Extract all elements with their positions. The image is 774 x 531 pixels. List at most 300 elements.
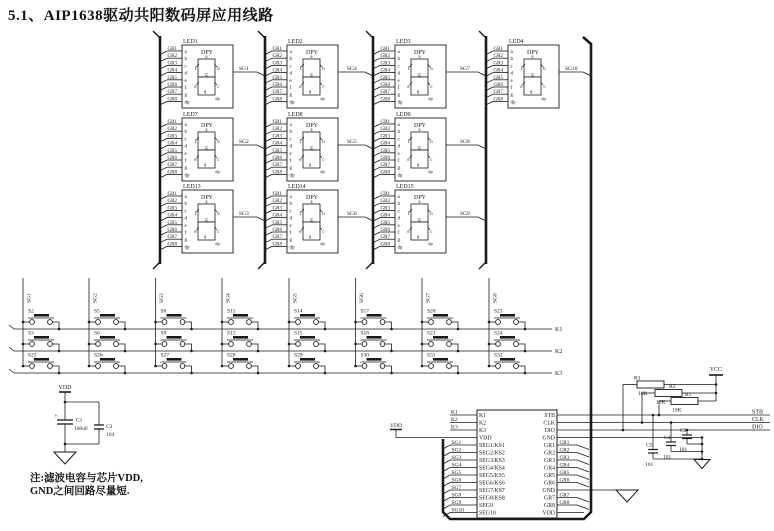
key-col-SG4 <box>221 278 260 374</box>
ic-pin-right: GR1 <box>544 443 555 449</box>
dpy-label: DPY <box>306 50 319 56</box>
svg-text:c: c <box>543 85 546 90</box>
svg-text:g: g <box>531 72 534 78</box>
sg-bus-entry-label: SG5 <box>451 470 462 476</box>
segment-pin-label: c <box>289 209 292 215</box>
gr-net-label: GR4 <box>272 68 282 74</box>
svg-text:dp: dp <box>428 169 433 174</box>
switch-label: S3 <box>28 330 34 337</box>
gr-bus-entry-label: GR2 <box>559 447 570 454</box>
switch-S18 <box>354 331 393 353</box>
sg-net-label: SG4 <box>347 66 357 72</box>
gr-net-label: GR7 <box>272 235 282 241</box>
ic-pin-left: SEG6/KS6 <box>479 480 505 487</box>
segment-pin-label: f <box>289 159 292 164</box>
dpy-label: DPY <box>414 123 427 129</box>
switch-label: S29 <box>294 352 303 359</box>
key-col-SG8 <box>488 278 527 374</box>
segment-pin-label: dp <box>289 173 295 179</box>
key-col-label: SG4 <box>225 293 232 303</box>
gr-bus-entry-label: GR8 <box>559 499 570 506</box>
switch-S29 <box>288 353 327 375</box>
key-col-label: SG8 <box>492 293 499 303</box>
svg-text:dp: dp <box>428 96 433 101</box>
gr-net-label: GR6 <box>380 83 390 88</box>
gr-net-label: GR2 <box>380 199 390 205</box>
svg-text:dp: dp <box>215 96 220 101</box>
svg-text:c: c <box>430 158 433 163</box>
svg-text:b: b <box>430 140 433 145</box>
led-module-LED2 <box>265 39 373 108</box>
gr-net-label: GR1 <box>272 192 282 197</box>
gr-net-label: GR7 <box>272 90 282 96</box>
svg-text:d: d <box>308 235 312 241</box>
led-module-LED14 <box>265 184 373 253</box>
key-col-SG1 <box>22 278 61 374</box>
gr-net-label: GR1 <box>272 47 282 52</box>
svg-text:VDD: VDD <box>390 423 402 429</box>
cap-value: 101 <box>679 447 688 453</box>
gr-net-label: GR5 <box>272 220 282 226</box>
dpy-label: DPY <box>306 123 319 129</box>
svg-text:g: g <box>310 217 313 223</box>
ground-symbol <box>694 460 710 469</box>
ic-pin-right: CLK <box>543 420 555 427</box>
gr-net-label: GR8 <box>493 97 503 103</box>
svg-text:b: b <box>217 140 220 145</box>
svg-text:f: f <box>299 212 302 217</box>
svg-text:f: f <box>407 67 410 72</box>
led-module-label: LED1 <box>183 39 198 45</box>
switch-S15 <box>288 331 327 353</box>
switch-S24 <box>488 331 527 353</box>
filter-note-line1: 注:滤波电容与芯片VDD, <box>30 473 143 484</box>
switch-label: S24 <box>494 330 503 337</box>
segment-pin-label: dp <box>184 173 190 179</box>
svg-text:dp: dp <box>320 169 325 174</box>
ic-pin-left: SEG3/KS3 <box>479 458 505 464</box>
segment-pin-label: a <box>397 50 400 55</box>
gr-net-label: GR3 <box>380 134 390 140</box>
segment-pin-label: e <box>289 78 292 84</box>
key-row-label: K1 <box>555 326 563 333</box>
switch-label: S28 <box>227 352 236 359</box>
led-module-LED4 <box>486 39 591 108</box>
ground-symbol <box>54 452 76 464</box>
switch-S8 <box>154 309 193 331</box>
switch-label: S18 <box>360 330 370 337</box>
gr-net-label: GR4 <box>493 68 503 74</box>
gr-net-label: GR7 <box>167 90 177 96</box>
gr-net-label: GR5 <box>167 220 177 226</box>
led-module-label: LED13 <box>183 184 201 190</box>
segment-pin-label: d <box>184 71 187 77</box>
gr-net-label: GR6 <box>380 156 390 161</box>
gr-net-label: GR4 <box>380 68 390 74</box>
ic-pin-right: STB <box>544 413 555 419</box>
resistor-ref: R2 <box>669 384 676 390</box>
key-col-label: SG3 <box>159 293 165 303</box>
switch-S28 <box>221 353 260 375</box>
segment-pin-label: d <box>289 216 292 222</box>
sg-net-label: SG1 <box>239 66 249 72</box>
segment-pin-label: f <box>510 86 513 91</box>
ic-pin-left: SEG8/KS8 <box>479 495 505 502</box>
switch-S20 <box>421 309 460 331</box>
switch-S23 <box>488 309 527 331</box>
svg-text:g: g <box>418 145 421 151</box>
svg-text:f: f <box>299 67 302 72</box>
segment-pin-label: d <box>397 144 400 150</box>
segment-pin-label: f <box>397 159 400 164</box>
segment-pin-label: e <box>184 151 187 157</box>
switch-label: S21 <box>427 330 436 337</box>
svg-text:e: e <box>194 85 197 90</box>
segment-pin-label: c <box>397 209 400 215</box>
led-module-LED1 <box>160 39 265 108</box>
segment-pin-label: f <box>397 231 400 236</box>
svg-text:a: a <box>418 55 421 60</box>
cap-value: 100uF <box>74 426 89 432</box>
gr-net-label: GR8 <box>167 170 177 176</box>
switch-label: S20 <box>427 308 436 315</box>
key-col-label: SG5 <box>292 293 299 303</box>
segment-pin-label: b <box>510 57 513 63</box>
cap-ref: C3 <box>680 428 687 434</box>
gr-net-label: GR7 <box>380 235 390 241</box>
svg-text:e: e <box>194 158 197 163</box>
segment-pin-label: g <box>397 166 400 172</box>
ic-pin-right: GR7 <box>544 495 555 502</box>
gr-net-label: GR8 <box>167 242 177 248</box>
switch-S27 <box>154 353 193 375</box>
segment-pin-label: a <box>397 123 400 128</box>
filter-note <box>30 472 143 498</box>
segment-pin-label: a <box>184 50 187 55</box>
gr-net-label: GR1 <box>380 47 390 52</box>
switch-S2 <box>22 309 61 331</box>
gr-net-label: GR1 <box>167 192 177 197</box>
gr-net-label: GR4 <box>380 213 390 219</box>
segment-pin-label: dp <box>397 100 403 106</box>
svg-text:g: g <box>205 72 208 78</box>
segment-pin-label: a <box>510 50 513 55</box>
gr-net-label: GR5 <box>272 75 282 81</box>
key-matrix <box>9 278 562 377</box>
dpy-label: DPY <box>414 195 427 201</box>
segment-pin-label: e <box>184 223 187 229</box>
svg-text:c: c <box>217 85 220 90</box>
segment-pin-label: dp <box>397 173 403 179</box>
gr-net-label: GR2 <box>380 54 390 60</box>
svg-text:b: b <box>217 212 220 217</box>
svg-text:g: g <box>418 72 421 78</box>
svg-text:b: b <box>322 67 325 72</box>
gr-net-label: GR3 <box>167 134 177 140</box>
svg-text:e: e <box>299 158 302 163</box>
gr-bus-entry-label: GR3 <box>559 454 570 461</box>
segment-pin-label: g <box>397 93 400 99</box>
led-module-LED7 <box>160 112 265 181</box>
ic-pin-left: SEG10 <box>479 510 496 517</box>
led-module-label: LED4 <box>509 39 524 45</box>
segment-pin-label: f <box>184 159 187 164</box>
ic-pin-left: K3 <box>479 428 487 434</box>
gr-net-label: GR3 <box>167 61 177 67</box>
switch-label: S30 <box>360 352 370 359</box>
sg-bus-entry-label: SG3 <box>451 455 462 461</box>
led-module-LED15 <box>373 184 486 253</box>
svg-text:b: b <box>322 212 325 217</box>
ground-symbol <box>616 490 638 502</box>
switch-label: S17 <box>360 308 370 315</box>
svg-text:+: + <box>54 414 58 420</box>
dpy-label: DPY <box>201 195 214 201</box>
filter-note-line2: GND之间回路尽量短. <box>30 486 130 497</box>
ic-pin-left: SEG9 <box>479 503 493 509</box>
sg-bus-entry-label: SG2 <box>451 447 462 454</box>
segment-pin-label: d <box>397 216 400 222</box>
ic-pin-right: GND <box>542 488 555 494</box>
svg-text:a: a <box>310 55 313 60</box>
sg-bus-entry-label: SG10 <box>451 507 465 514</box>
svg-text:d: d <box>416 235 420 241</box>
cap-value: 101 <box>663 454 672 461</box>
segment-pin-label: c <box>289 137 292 143</box>
display-array <box>153 31 591 269</box>
segment-pin-label: dp <box>184 100 190 106</box>
key-col-SG7 <box>421 278 460 374</box>
svg-text:f: f <box>407 212 410 217</box>
svg-text:a: a <box>531 55 534 60</box>
segment-pin-label: a <box>184 195 187 200</box>
ic-pin-right: GND <box>542 435 555 442</box>
segment-pin-label: e <box>397 223 400 229</box>
gr-net-label: GR8 <box>380 242 390 248</box>
segment-pin-label: g <box>289 166 292 172</box>
gr-bus-col1 <box>153 31 160 269</box>
gr-net-label: GR6 <box>493 83 503 88</box>
led-module-label: LED8 <box>288 112 303 118</box>
segment-pin-label: f <box>289 231 292 236</box>
gr-net-label: GR2 <box>167 54 177 60</box>
led-module-LED8 <box>265 112 373 181</box>
svg-text:c: c <box>430 230 433 235</box>
switch-label: S8 <box>160 308 167 315</box>
segment-pin-label: g <box>289 93 292 99</box>
gr-net-label: GR2 <box>272 127 282 133</box>
bus-signal-label: DIO <box>752 424 763 431</box>
gr-net-label: GR4 <box>167 68 177 74</box>
svg-text:f: f <box>194 67 197 72</box>
power-filter <box>54 385 115 464</box>
gr-net-label: GR1 <box>380 192 390 197</box>
segment-pin-label: c <box>397 64 400 70</box>
switch-label: S2 <box>28 308 34 315</box>
svg-text:dp: dp <box>215 241 220 246</box>
sg-bus-entry-label: SG9 <box>451 500 462 506</box>
gr-net-label: GR2 <box>272 199 282 205</box>
switch-S6 <box>88 331 127 353</box>
segment-pin-label: d <box>184 216 187 222</box>
segment-pin-label: d <box>397 71 400 77</box>
svg-text:c: c <box>217 230 220 235</box>
svg-text:e: e <box>299 230 302 235</box>
gr-bus-col4 <box>479 31 486 269</box>
dpy-label: DPY <box>306 195 319 201</box>
segment-pin-label: f <box>397 86 400 91</box>
svg-text:b: b <box>217 67 220 72</box>
controller-ic <box>390 407 770 519</box>
switch-label: S26 <box>94 352 103 359</box>
sg-net-label: SG5 <box>347 139 357 145</box>
segment-pin-label: dp <box>397 245 403 251</box>
sg-bus-entry-label: SG6 <box>451 477 462 484</box>
k-net-label: K2 <box>451 417 458 423</box>
svg-text:e: e <box>407 85 410 90</box>
key-col-SG3 <box>154 278 193 374</box>
svg-text:g: g <box>205 217 208 223</box>
segment-pin-label: c <box>289 64 292 70</box>
dpy-label: DPY <box>201 123 214 129</box>
led-module-label: LED15 <box>396 184 414 190</box>
gr-net-label: GR6 <box>380 228 390 233</box>
key-row-K2 <box>9 347 562 355</box>
ic-pin-left: K2 <box>479 420 487 427</box>
gr-net-label: GR8 <box>380 97 390 103</box>
segment-pin-label: b <box>184 57 187 63</box>
segment-pin-label: e <box>184 78 187 84</box>
gr-bus-entry-label: GR4 <box>559 462 570 469</box>
svg-text:d: d <box>416 90 420 96</box>
svg-text:a: a <box>418 200 421 205</box>
gr-net-label: GR7 <box>493 90 503 96</box>
segment-pin-label: e <box>397 151 400 157</box>
led-module-label: LED7 <box>183 112 198 118</box>
gr-net-label: GR1 <box>167 47 177 52</box>
segment-pin-label: g <box>184 93 187 99</box>
gr-net-label: GR8 <box>272 97 282 103</box>
ic-pin-left: SEG2/KS2 <box>479 450 505 457</box>
gr-net-label: GR5 <box>167 148 177 154</box>
switch-label: S6 <box>94 330 100 337</box>
ic-pin-right: VDD <box>542 510 555 517</box>
cap-value: 104 <box>106 432 115 438</box>
gr-net-label: GR1 <box>493 47 503 52</box>
gr-net-label: GR1 <box>380 120 390 125</box>
switch-S30 <box>354 353 393 375</box>
gr-net-label: GR7 <box>380 90 390 96</box>
switch-S5 <box>88 309 127 331</box>
svg-text:e: e <box>407 158 410 163</box>
switch-label: S9 <box>160 330 167 337</box>
segment-pin-label: dp <box>510 100 516 106</box>
gr-net-label: GR3 <box>380 61 390 67</box>
ic-pin-right: GR6 <box>544 480 555 487</box>
switch-label: S31 <box>427 352 436 359</box>
gr-net-label: GR4 <box>380 141 390 147</box>
svg-text:f: f <box>194 140 197 145</box>
gr-bus-col3 <box>366 31 373 269</box>
segment-pin-label: g <box>184 166 187 172</box>
led-module-LED13 <box>160 184 265 253</box>
sg-net-label: SG8 <box>460 139 470 145</box>
ic-pin-left: SEG7/KS7 <box>479 488 505 494</box>
segment-pin-label: d <box>289 144 292 150</box>
segment-pin-label: c <box>184 64 187 70</box>
gr-net-label: GR5 <box>272 148 282 154</box>
segment-pin-label: e <box>289 223 292 229</box>
gr-net-label: GR8 <box>272 242 282 248</box>
segment-pin-label: b <box>289 130 292 136</box>
gr-net-label: GR2 <box>272 54 282 60</box>
gr-net-label: GR3 <box>272 206 282 212</box>
gr-net-label: GR5 <box>493 75 503 81</box>
svg-text:b: b <box>430 67 433 72</box>
led-module-label: LED3 <box>396 39 411 45</box>
page-title: 5.1、AIP1638驱动共阳数码屏应用线路 <box>8 8 274 24</box>
switch-label: S23 <box>494 308 503 315</box>
segment-pin-label: c <box>184 137 187 143</box>
pullup-network <box>622 367 723 431</box>
key-col-label: SG6 <box>359 293 365 303</box>
svg-text:g: g <box>310 72 313 78</box>
ic-pin-right: GR4 <box>544 465 555 472</box>
switch-label: S5 <box>94 308 100 315</box>
gr-net-label: GR8 <box>272 170 282 176</box>
svg-text:f: f <box>299 140 302 145</box>
switch-label: S25 <box>28 352 37 359</box>
ic-pin-right: GR2 <box>544 450 555 457</box>
gr-net-label: GR5 <box>380 220 390 226</box>
segment-pin-label: d <box>510 71 513 77</box>
svg-text:e: e <box>520 85 523 90</box>
svg-text:f: f <box>194 212 197 217</box>
segment-pin-label: d <box>289 71 292 77</box>
segment-pin-label: c <box>510 64 513 70</box>
sg-net-label: SG10 <box>565 66 578 72</box>
gr-net-label: GR6 <box>272 228 282 233</box>
gr-net-label: GR6 <box>167 83 177 88</box>
segment-pin-label: b <box>289 202 292 208</box>
gr-net-label: GR3 <box>272 61 282 67</box>
k-net-label: K3 <box>451 424 458 431</box>
gr-net-label: GR7 <box>167 235 177 241</box>
switch-S9 <box>154 331 193 353</box>
gr-bus-entry-label: GR5 <box>559 469 570 476</box>
key-col-label: SG2 <box>92 293 99 303</box>
segment-pin-label: f <box>289 86 292 91</box>
cap-value: 101 <box>645 462 654 468</box>
resistor-value: 10K <box>656 399 666 406</box>
ic-pin-right: GR3 <box>544 458 555 464</box>
segment-pin-label: dp <box>184 245 190 251</box>
segment-pin-label: c <box>397 137 400 143</box>
segment-pin-label: dp <box>289 100 295 106</box>
gr-net-label: GR7 <box>167 163 177 169</box>
gr-net-label: GR8 <box>380 170 390 176</box>
segment-pin-label: f <box>184 231 187 236</box>
gr-bus-entry-label: GR7 <box>559 492 570 499</box>
segment-pin-label: a <box>289 195 292 200</box>
led-module-LED9 <box>373 112 486 181</box>
segment-pin-label: b <box>184 202 187 208</box>
cap-C3 <box>679 428 703 453</box>
gr-net-label: GR3 <box>272 134 282 140</box>
segment-pin-label: dp <box>289 245 295 251</box>
led-module-label: LED2 <box>288 39 303 45</box>
gr-bus-col2 <box>258 31 265 269</box>
